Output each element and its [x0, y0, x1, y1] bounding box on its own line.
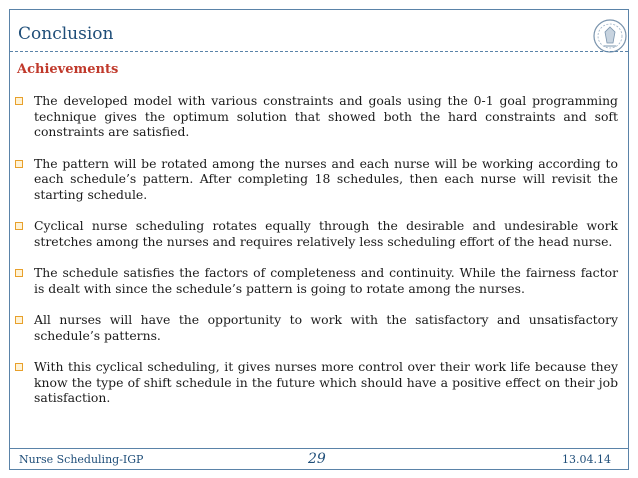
bullet-text: Cyclical nurse scheduling rotates equally through the desirable and undesirable work stretches among the nurses and requires relatively less scheduling effort of the head nurse.	[34, 218, 618, 249]
hollow-square-bullet-icon	[15, 97, 23, 105]
list-item	[12, 359, 618, 406]
slide-title: Conclusion	[18, 24, 114, 44]
title-bar	[10, 10, 628, 50]
hollow-square-bullet-icon	[15, 269, 23, 277]
title-divider	[10, 51, 628, 52]
list-item	[12, 93, 618, 140]
bullet-text: The schedule satisfies the factors of completeness and continuity. While the fairness factor is dealt with since the schedule’s pattern is going to rotate among the nurses.	[34, 265, 618, 296]
footer-date: 13.04.14	[562, 453, 611, 466]
hollow-square-bullet-icon	[15, 160, 23, 168]
bullet-text: All nurses will have the opportunity to work with the satisfactory and unsatisfactory schedule’s patterns.	[34, 312, 618, 343]
list-item	[12, 156, 618, 203]
hollow-square-bullet-icon	[15, 316, 23, 324]
bullet-text: The developed model with various constraints and goals using the 0-1 goal programming technique gives the optimum solution that showed both the hard constraints and soft constraints are satisfied.	[34, 93, 618, 139]
bullet-list	[12, 93, 618, 406]
list-item	[12, 312, 618, 343]
institution-seal-icon	[592, 16, 628, 56]
list-item	[12, 218, 618, 249]
list-item	[12, 265, 618, 296]
page-number: 29	[308, 451, 326, 467]
footer-label: Nurse Scheduling-IGP	[19, 453, 144, 466]
hollow-square-bullet-icon	[15, 363, 23, 371]
section-heading: Achievements	[17, 62, 119, 77]
bullet-text: The pattern will be rotated among the nurses and each nurse will be working according to each schedule’s pattern. After completing 18 schedules, then each nurse will revisit the starting schedule.	[34, 155, 618, 202]
bullet-text: With this cyclical scheduling, it gives nurses more control over their work life because they know the type of shift schedule in the future which should have a positive effect on their job satisfaction.	[34, 359, 618, 405]
hollow-square-bullet-icon	[15, 222, 23, 230]
